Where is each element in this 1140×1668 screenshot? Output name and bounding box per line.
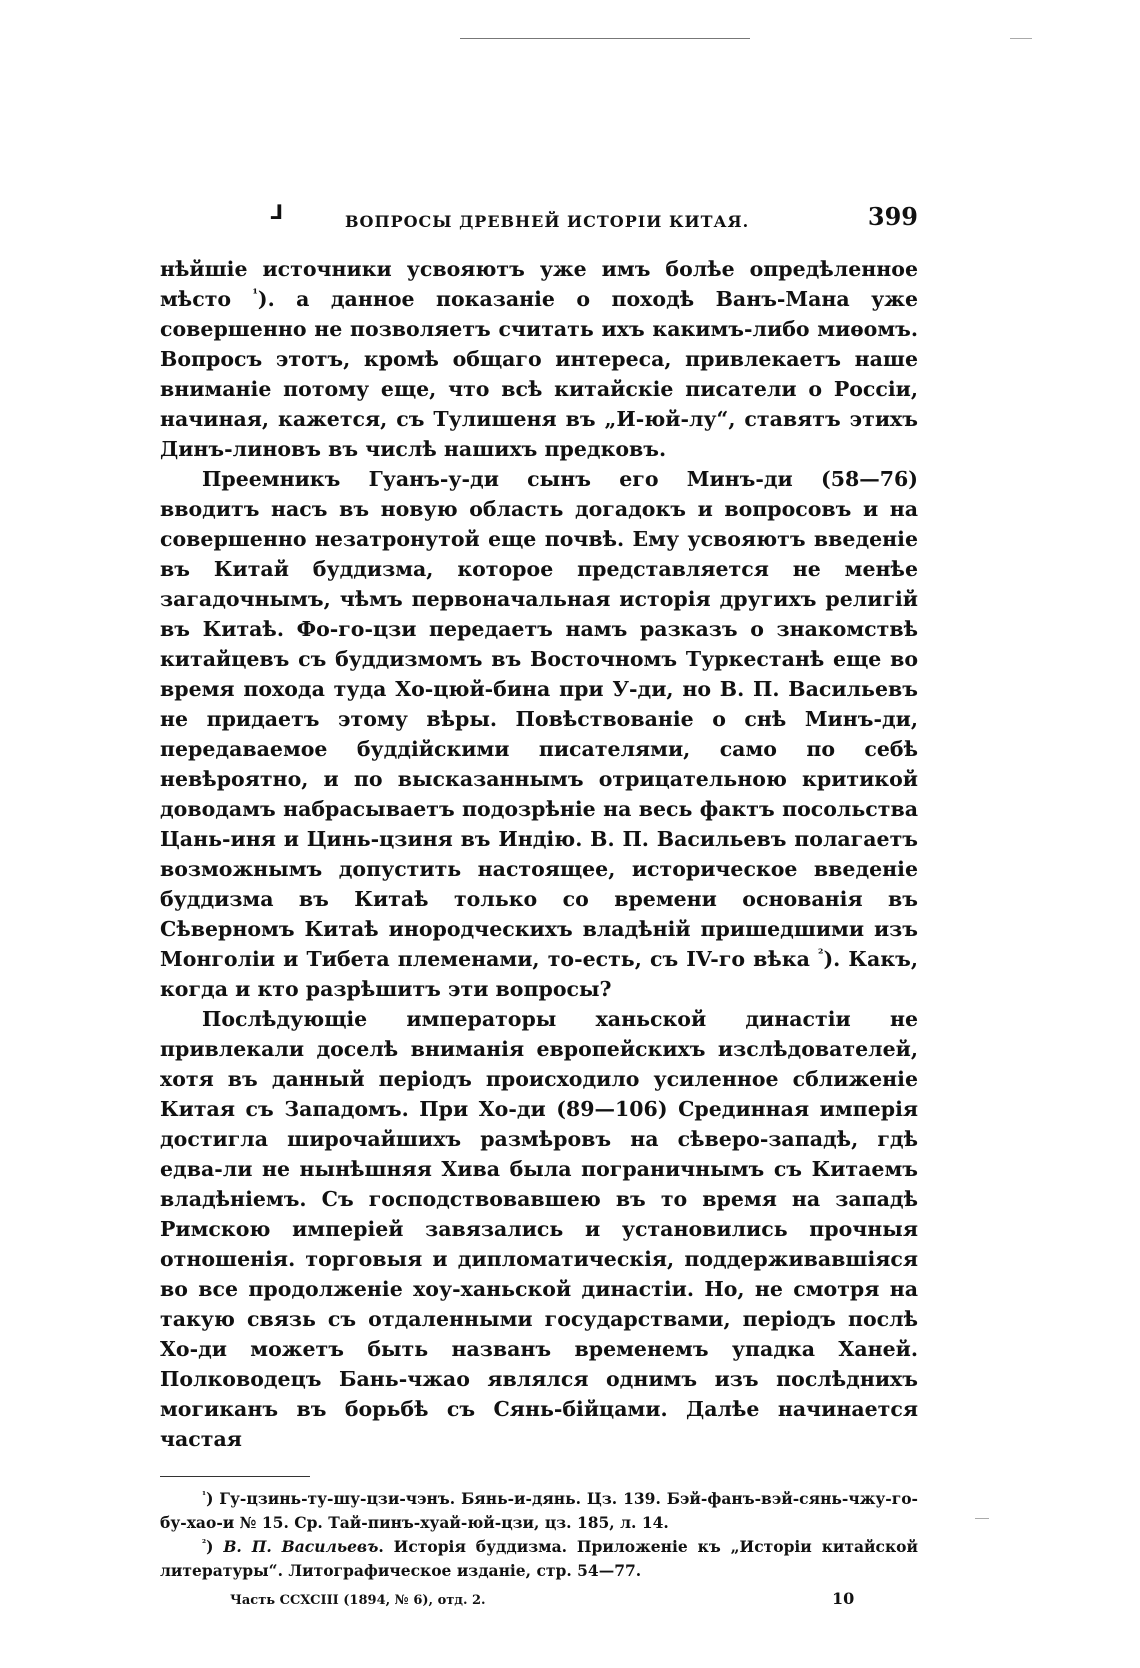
footnote-ref-1: ¹ [252, 286, 258, 302]
scan-edge-line-bottom [975, 1518, 989, 1519]
footnote-author: В. П. Васильевъ [223, 1537, 379, 1556]
printer-signature [160, 1589, 918, 1615]
body-text [160, 254, 918, 1454]
page [160, 200, 918, 1615]
scan-edge-line-right [1010, 38, 1032, 39]
scan-edge-line [460, 38, 750, 39]
paragraph-1: нѣйшіе источники усвояютъ уже имъ болѣе опредѣленное мѣсто $^{^1}$). а данное показаніе о походѣ Ванъ-Мана уже совершенно не позволяетъ считать ихъ какимъ-либо миѳомъ. Вопросъ этотъ, кромѣ общаго интереса, привлекаетъ наше вниманіе потому еще, что всѣ китайскіе писатели о Россіи, начиная, кажется, съ Тулишеня въ „И-юй-лу“, ставятъ этихъ Динъ-линовъ въ числѣ нашихъ предковъ. [160, 257, 918, 461]
signature-sheet-number: 10 [832, 1589, 855, 1608]
paragraph-2: Преемникъ Гуанъ-у-ди сынъ его Минъ-ди (58—76) вводитъ насъ въ новую область догадокъ и вопросовъ и на совершенно незатронутой еще почвѣ. Ему усвояютъ введеніе въ Китай буддизма, которое представляется не менѣе загадочнымъ, чѣмъ первоначальная исторія другихъ религій въ Китаѣ. Фо-го-цзи передаетъ намъ разказъ о знакомствѣ китайцевъ съ буддизмомъ въ Восточномъ Туркестанѣ еще во время похода туда Хо-цюй-бина при У-ди, но В. П. Васильевъ не придаетъ этому вѣры. Повѣствованіе о снѣ Минъ-ди, передаваемое буддійскими писателями, само по себѣ невѣроятно, и по высказаннымъ отрицательною критикой доводамъ набрасываетъ подозрѣніе на весь фактъ посольства Цань-иня и Цинь-цзиня въ Индію. В. П. Васильевъ полагаетъ возможнымъ допустить настоящее, историческое введеніе буддизма въ Китаѣ только со времени основанія въ Сѣверномъ Китаѣ инородческихъ владѣній пришедшими изъ Монголіи и Тибета племенами, то-есть, съ IV-го вѣка $^{^2}$). Какъ, когда и кто разрѣшитъ эти вопросы? [160, 467, 918, 1001]
page-number: 399 [867, 202, 918, 231]
footnote-ref-2: ² [818, 946, 824, 962]
footnote-2: $^{^2}$) В. П. Васильевъ. Исторія буддизма. Приложеніе къ „Исторіи китайской литературы“. Литографическое изданіе, стр. 54—77. [160, 1537, 918, 1580]
running-head-title: ВОПРОСЫ ДРЕВНЕЙ ИСТОРІИ КИТАЯ. [345, 212, 750, 231]
footnote-divider [160, 1476, 310, 1477]
footnotes [160, 1487, 918, 1583]
footnote-1: $^{^1}$) Гу-цзинь-ту-шу-цзи-чэнъ. Бянь-и-дянь. Цз. 139. Бэй-фанъ-вэй-сянь-чжу-го-бу-хао-и № 15. Ср. Тай-пинъ-хуай-юй-цзи, цз. 185, л. 14. [160, 1489, 918, 1532]
signature-part: Часть CCXCIII (1894, № 6), отд. 2. [230, 1593, 486, 1608]
corner-mark: ⅃ [270, 200, 283, 224]
running-head [160, 200, 918, 240]
paragraph-3: Послѣдующіе императоры ханьской династіи не привлекали доселѣ вниманія европейскихъ изслѣдователей, хотя въ данный періодъ происходило усиленное сближеніе Китая съ Западомъ. При Хо-ди (89—106) Срединная имперія достигла широчайшихъ размѣровъ на сѣверо-западѣ, гдѣ едва-ли не нынѣшняя Хива была пограничнымъ съ Китаемъ владѣніемъ. Съ господствовавшею въ то время на западѣ Римскою имперіей завязались и установились прочныя отношенія. торговыя и дипломатическія, поддерживавшіяся во все продолженіе хоу-ханьской династіи. Но, не смотря на такую связь съ отдаленными государствами, періодъ послѣ Хо-ди можетъ быть названъ временемъ упадка Ханей. Полководецъ Бань-чжао являлся однимъ изъ послѣднихъ могиканъ въ борьбѣ съ Сянь-бійцами. Далѣе начинается частая [160, 1007, 918, 1451]
